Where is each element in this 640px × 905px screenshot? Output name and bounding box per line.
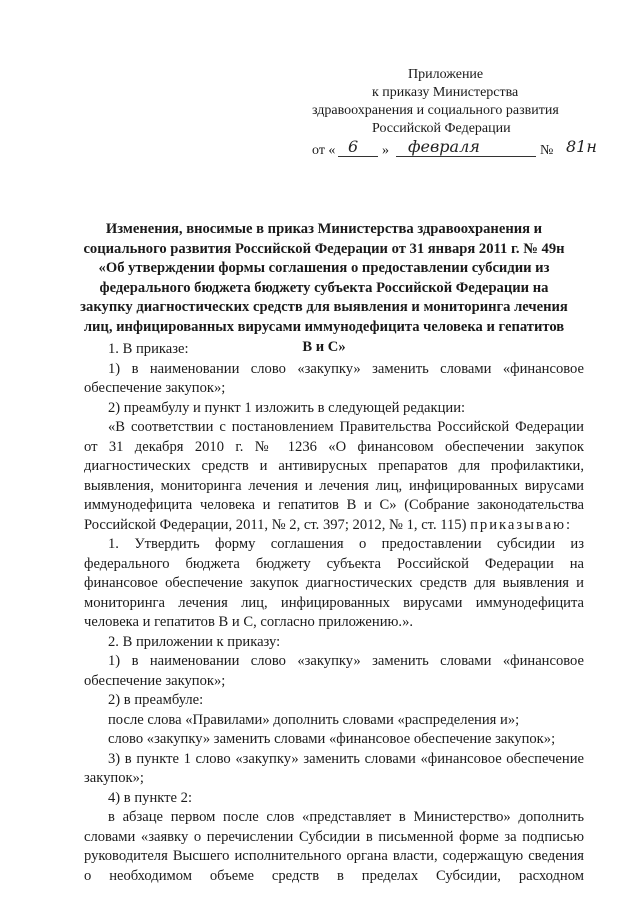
paragraph-2-4: 4) в пункте 2: [108,789,193,806]
date-prefix: от « [312,143,336,158]
date-mid: » [382,143,389,158]
number-value: 81н [566,137,597,156]
annex-date-line [312,137,612,162]
paragraph-1-4: 1. Утвердить форму соглашения о предоставлении субсидии из федерального бюджета бюджету субъекта Российской Федерации на финансовое обеспечение закупок диагностических средств для выявления и мониторинга лечения лиц, инфицированных вирусами иммунодефицита человека и гепатитов В и С, согласно приложению.». [84,536,584,630]
paragraph-1-3 [84,418,584,535]
paragraph-1: 1. В приказе: [108,341,189,357]
paragraph-2-4a: в абзаце первом после слов «представляет в Министерство» дополнить словами «заявку о перечислении Субсидии в письменной форме за подписью руководителя Высшего исполнительного органа власти, содержащую сведения о необходимом объеме средств в пределах Субсидии, расходном [84,809,584,884]
month-underline [396,156,536,157]
paragraph-2-2b: слово «закупку» заменить словами «финансовое обеспечение закупок»; [108,731,556,747]
date-day: 6 [348,137,359,156]
paragraph-1-2: 2) преамбулу и пункт 1 изложить в следующей редакции: [108,399,466,416]
date-month: февраля [408,137,480,156]
document-body [84,340,584,886]
annex-line-1: Приложение [408,67,484,82]
annex-header [312,66,612,162]
paragraph-1-1: 1) в наименовании слово «закупку» заменить словами «финансовое обеспечение закупок»; [84,360,584,396]
paragraph-2: 2. В приложении к приказу: [108,633,281,650]
annex-line-4: Российской Федерации [372,121,511,136]
annex-line-3: здравоохранения и социального развития [312,103,559,118]
paragraph-2-2: 2) в преамбуле: [108,692,204,708]
paragraph-2-3: 3) в пункте 1 слово «закупку» заменить словами «финансовое обеспечение закупок»; [84,750,584,786]
paragraph-1-3-text: «В соответствии с постановлением Правительства Российской Федерации от 31 декабря 2010 г. № 1236 «О финансовом обеспечении закупок диагностических средств и антивирусных препаратов для профилактики, выявления, мониторинга лечения и лечения лиц, инфицированных вирусами иммунодефицита человека и гепатитов В и С» (Собрание законодательства Российской Федерации, 2011, № 2, ст. 397; 2012, № 1, ст. 115) [84,419,584,533]
document-title: Изменения, вносимые в приказ Министерства здравоохранения и социального развития Российской Федерации от 31 января 2011 г. № 49н «Об утверждении формы соглашения о предоставлении субсидии из федерального бюджета бюджету субъекта Российской Федерации на закупку диагностических средств для выявления и мониторинга лечения лиц, инфицированных вирусами иммунодефицита человека и гепатитов В и С» [80,221,568,355]
day-underline [338,156,378,157]
paragraph-2-2a: после слова «Правилами» дополнить словами «распределения и»; [108,711,520,728]
paragraph-2-1: 1) в наименовании слово «закупку» заменить словами «финансовое обеспечение закупок»; [84,653,584,689]
paragraph-1-3-order: приказываю: [470,516,573,533]
annex-line-2: к приказу Министерства [372,85,519,100]
number-label: № [540,143,554,158]
